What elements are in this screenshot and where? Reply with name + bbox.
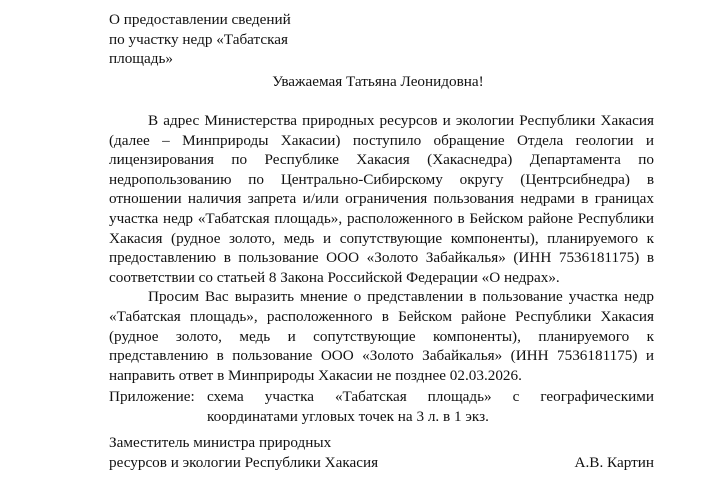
signer-position: Заместитель министра природных — [109, 434, 332, 451]
salutation: Уважаемая Татьяна Леонидовна! — [272, 73, 484, 90]
subject-line: О предоставлении сведений — [109, 11, 291, 28]
attachment-label: Приложение: — [109, 388, 195, 405]
attachment-line: координатами угловых точек на 3 л. в 1 экз. — [207, 407, 489, 425]
signer-name: А.В. Картин — [574, 453, 654, 471]
signer-position: ресурсов и экологии Республики Хакасия — [109, 453, 379, 471]
signature-block — [109, 433, 654, 472]
attachment-line: схема участка «Табатская площадь» с географическими — [207, 388, 654, 405]
letter-body — [109, 111, 654, 385]
attachment-text — [207, 387, 654, 426]
attachment-note — [109, 387, 654, 426]
subject-line: площадь» — [109, 50, 173, 68]
subject-line: по участку недр «Табатская — [109, 30, 288, 48]
body-paragraph: Просим Вас выразить мнение о представлении в пользование участка недр «Табатская площадь», расположенного в Бейском районе Республики Хакасия (рудное золото, медь и сопутствующие компоненты), планируемого к представлению в пользование ООО «Золото Забайкалья» (ИНН 7536181175) и направить ответ в Минприроды Хакасии не позднее 02.03.2026. — [109, 288, 654, 384]
letter-subject — [109, 10, 409, 69]
body-paragraph: В адрес Министерства природных ресурсов и экологии Республики Хакасия (далее – Минприроды Хакасии) поступило обращение Отдела геологии и лицензирования по Республике Хакасия (Хакаснедра) Департамента по недропользованию по Центрально-Сибирскому округу (Центрсибнедра) в отношении наличия запрета и/или ограничения пользования недрами в границах участка недр «Табатская площадь», расположенного в Бейском районе Республики Хакасия (рудное золото, медь и сопутствующие компоненты), планируемого к предоставлению в пользование ООО «Золото Забайкалья» (ИНН 7536181175) в соответствии со статьей 8 Закона Российской Федерации «О недрах». — [109, 112, 654, 286]
